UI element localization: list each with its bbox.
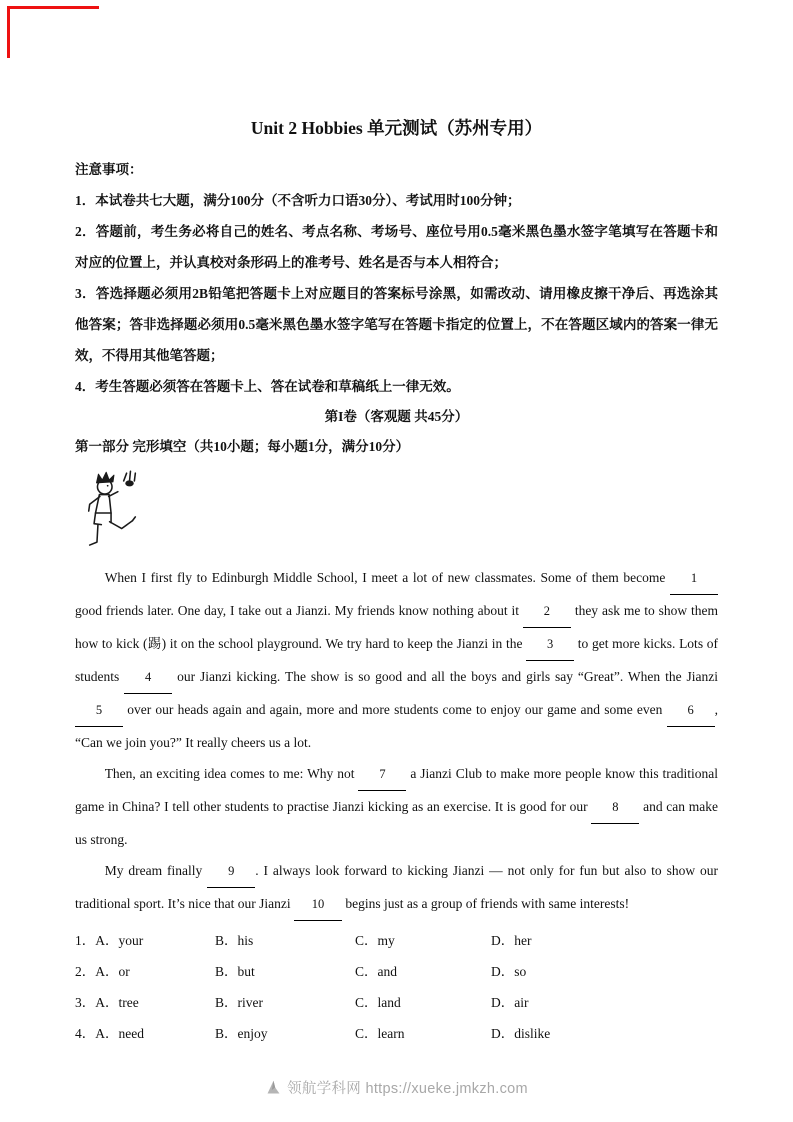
footer-watermark	[0, 1077, 793, 1100]
notice-section	[75, 155, 718, 402]
jianzi-kicker-drawing	[79, 468, 147, 558]
option-row-4	[75, 1018, 718, 1049]
option-cell: D．her	[491, 933, 532, 948]
passage-paragraph: Then, an exciting idea comes to me: Why not 7 a Jianzi Club to make more people know this traditional game in China? I tell other students to practise Jianzi kicking as an exercise. It is good for our 8 and can make us strong.	[75, 758, 718, 855]
option-cell: B．enjoy	[215, 1026, 268, 1041]
red-corner-mark-vertical	[7, 6, 10, 58]
notice-item-4: 4．考生答题必须答在答题卡上、答在试卷和草稿纸上一律无效。	[75, 379, 460, 394]
footer-site-name: 领航学科网	[287, 1081, 362, 1097]
cloze-blank-9: 9	[207, 856, 255, 888]
option-cell: D．air	[491, 995, 529, 1010]
cloze-blank-3: 3	[526, 629, 574, 661]
option-cell: 4．A．need	[75, 1026, 144, 1041]
notice-item-3: 3．答选择题必须用2B铅笔把答题卡上对应题目的答案标号涂黑，如需改动、请用橡皮擦干净后、再选涂其他答案；答非选择题必须用0.5毫米黑色墨水签字笔写在答题卡指定的位置上，不在答题区域内的答案一律无效，不得用其他笔答题；	[75, 286, 718, 363]
option-cell: 1．A．your	[75, 933, 144, 948]
option-row-3	[75, 987, 718, 1018]
notice-item-2: 2．答题前，考生务必将自己的姓名、考点名称、考场号、座位号用0.5毫米黑色墨水签字笔填写在答题卡和对应的位置上，并认真校对条形码上的准考号、姓名是否与本人相符合；	[75, 224, 718, 270]
option-cell: B．river	[215, 995, 263, 1010]
notice-item-1: 1．本试卷共七大题，满分100分（不含听力口语30分）、考试用时100分钟；	[75, 193, 521, 208]
cloze-blank-1: 1	[670, 563, 718, 595]
part-heading: 第一部分 完形填空（共10小题；每小题1分，满分10分）	[75, 439, 410, 454]
option-cell: B．his	[215, 933, 254, 948]
jianzi-kicker-illustration	[79, 468, 718, 560]
option-cell: C．land	[355, 995, 401, 1010]
cloze-blank-8: 8	[591, 792, 639, 824]
cloze-blank-4: 4	[124, 662, 172, 694]
option-row-1	[75, 925, 718, 956]
volume-heading: 第I卷（客观题 共45分）	[324, 409, 469, 424]
passage-paragraph: My dream finally 9 . I always look forward to kicking Jianzi — not only for fun but also to show our traditional sport. It’s nice that our Jianzi 10 begins just as a group of friends with same interests!	[75, 855, 718, 921]
option-cell: C．and	[355, 964, 397, 979]
option-cell: 3．A．tree	[75, 995, 139, 1010]
option-cell: B．but	[215, 964, 255, 979]
option-cell: 2．A．or	[75, 964, 130, 979]
cloze-blank-7: 7	[358, 759, 406, 791]
cloze-blank-5: 5	[75, 695, 123, 727]
cloze-blank-10: 10	[294, 889, 342, 921]
site-logo-icon	[265, 1079, 282, 1100]
cloze-blank-2: 2	[523, 596, 571, 628]
option-cell: C．learn	[355, 1026, 405, 1041]
footer-site-url[interactable]: https://xueke.jmkzh.com	[365, 1081, 528, 1097]
page-title: Unit 2 Hobbies 单元测试（苏州专用）	[250, 118, 543, 138]
option-cell: D．dislike	[491, 1026, 551, 1041]
option-cell: C．my	[355, 933, 395, 948]
option-cell: D．so	[491, 964, 527, 979]
red-corner-mark-horizontal	[7, 6, 99, 9]
notice-heading: 注意事项：	[75, 162, 143, 177]
cloze-blank-6: 6	[667, 695, 715, 727]
passage-paragraph: When I first fly to Edinburgh Middle School, I meet a lot of new classmates. Some of them become 1 good friends later. One day, I take out a Jianzi. My friends know nothing about it 2 they ask me to show them how to kick (踢) it on the school playground. We try hard to keep the Jianzi in the 3 to get more kicks. Lots of students 4 our Jianzi kicking. The show is so good and all the boys and girls say “Great”. When the Jianzi 5 over our heads again and again, more and more students come to enjoy our game and some even 6 , “Can we join you?” It really cheers us a lot.	[75, 562, 718, 758]
cloze-passage	[75, 562, 718, 921]
option-row-2	[75, 956, 718, 987]
options-list	[75, 925, 718, 1049]
